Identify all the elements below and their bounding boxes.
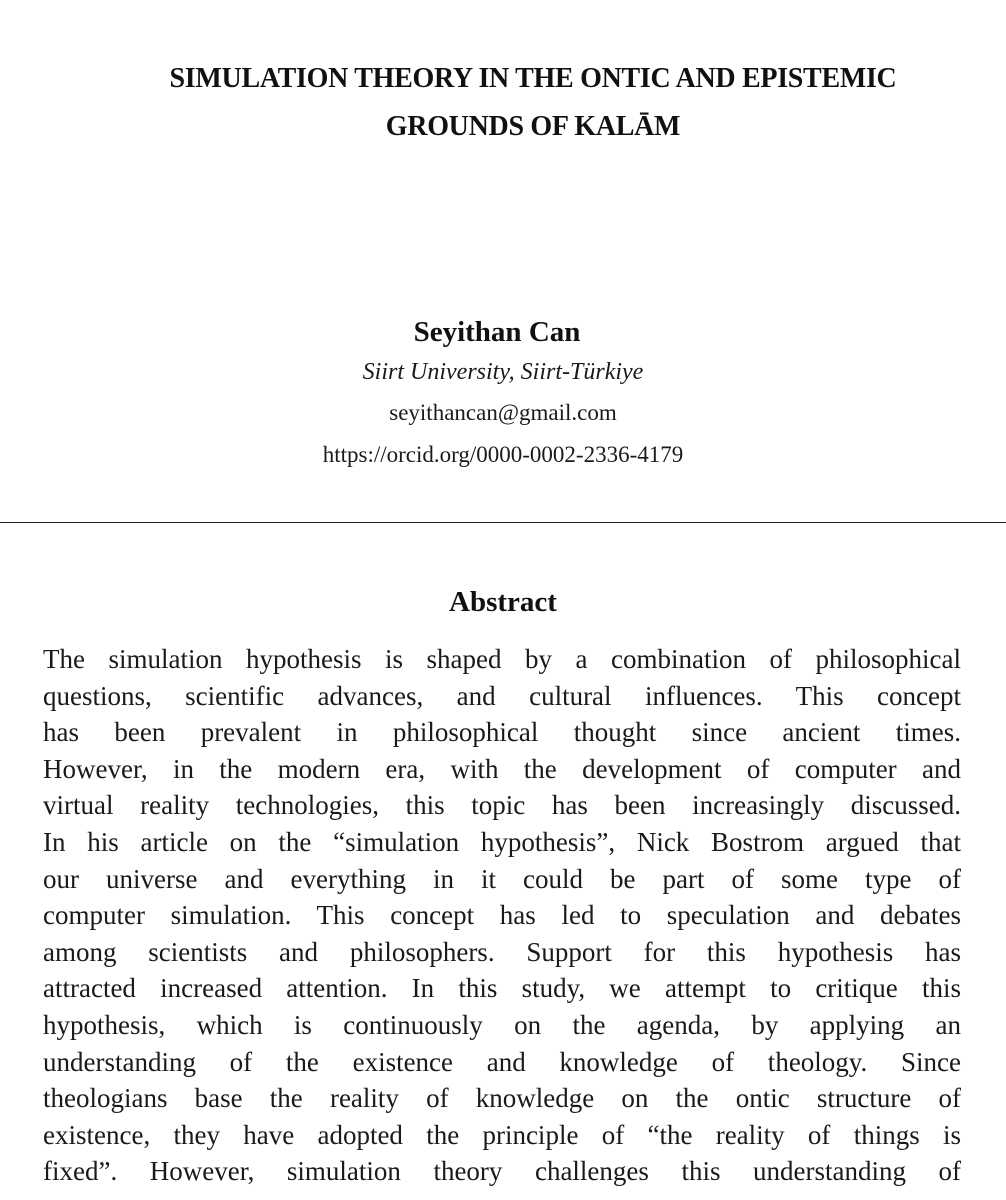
abstract-line: fixed”. However, simulation theory challenges this understanding of — [43, 1156, 961, 1187]
author-block — [0, 312, 1006, 476]
abstract-line: understanding of the existence and knowledge of theology. Since — [43, 1046, 961, 1077]
author-affiliation: Siirt University, Siirt-Türkiye — [362, 359, 644, 385]
author-name: Seyithan Can — [413, 316, 581, 348]
abstract-line: virtual reality technologies, this topic has been increasingly discussed. — [43, 790, 961, 821]
abstract-line: existence, they have adopted the principle of “the reality of things is — [43, 1119, 961, 1150]
abstract-line: attracted increased attention. In this study, we attempt to critique this — [43, 973, 961, 1004]
author-email: seyithancan@gmail.com — [389, 400, 617, 425]
section-divider — [0, 522, 1006, 523]
abstract-line: our universe and everything in it could be part of some type of — [43, 863, 961, 894]
abstract-heading: Abstract — [449, 586, 557, 618]
abstract-line: However, in the modern era, with the development of computer and — [43, 753, 961, 784]
paper-title-line-1: SIMULATION THEORY IN THE ONTIC AND EPISTEMIC — [169, 63, 897, 94]
abstract-line: The simulation hypothesis is shaped by a combination of philosophical — [43, 644, 961, 674]
abstract-line: questions, scientific advances, and cultural influences. This concept — [43, 680, 961, 711]
abstract-line: computer simulation. This concept has led to speculation and debates — [43, 900, 961, 931]
abstract-line: theologians base the reality of knowledge on the ontic structure of — [43, 1083, 961, 1114]
abstract-line: has been prevalent in philosophical thought since ancient times. — [43, 717, 961, 748]
abstract-line: In his article on the “simulation hypothesis”, Nick Bostrom argued that — [43, 826, 961, 857]
author-orcid: https://orcid.org/0000-0002-2336-4179 — [322, 442, 684, 467]
paper-title — [60, 55, 1006, 151]
abstract-line: among scientists and philosophers. Support for this hypothesis has — [43, 936, 961, 967]
paper-title-line-2: GROUNDS OF KALĀM — [385, 111, 681, 142]
abstract-body — [43, 641, 961, 1190]
abstract-line: hypothesis, which is continuously on the agenda, by applying an — [43, 1009, 961, 1040]
